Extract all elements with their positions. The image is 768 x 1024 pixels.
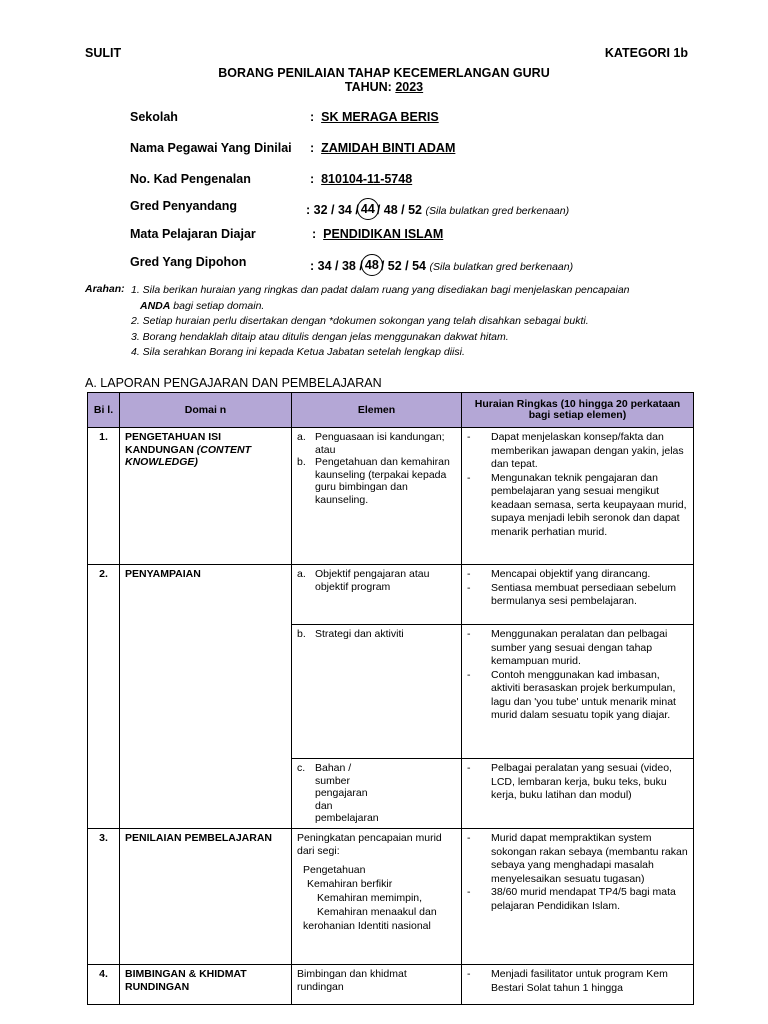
evaluation-table [87, 392, 694, 1005]
circled-grade: 48 [361, 254, 383, 276]
huraian-cell: - Mencapai objektif yang dirancang. - Sentiasa membuat persediaan sebelum bermulanya sesi pembelajaran. [462, 565, 694, 625]
arahan-list [131, 283, 691, 361]
header-elemen: Elemen [292, 393, 462, 428]
field-kad-label: No. Kad Pengenalan [130, 172, 251, 186]
field-nama-value: : ZAMIDAH BINTI ADAM [310, 141, 456, 155]
year-value: 2023 [395, 80, 424, 94]
row-number: 3. [88, 829, 120, 965]
huraian-cell: - Pelbagai peralatan yang sesuai (video, LCD, lembaran kerja, buku teks, buku kerja, buku latihan dan modul) [462, 759, 694, 829]
domain-cell: PENYAMPAIAN [120, 565, 292, 829]
field-mata-pelajaran-value: : PENDIDIKAN ISLAM [312, 227, 444, 241]
elemen-cell: a. Penguasaan isi kandungan; atau b. Pengetahuan dan kemahiran kaunseling (terpakai kepada guru bimbingan dan kaunseling. [292, 428, 462, 565]
elemen-cell: Bimbingan dan khidmat rundingan [292, 965, 462, 1005]
domain-cell: PENGETAHUAN ISI KANDUNGAN (CONTENT KNOWLEDGE) [120, 428, 292, 565]
domain-cell: PENILAIAN PEMBELAJARAN [120, 829, 292, 965]
field-sekolah-label: Sekolah [130, 110, 178, 124]
elemen-cell: Peningkatan pencapaian murid dari segi: Pengetahuan Kemahiran berfikir Kemahiran memimpin, Kemahiran menaakul dan kerohanian Identiti nasional [292, 829, 462, 965]
table-row [88, 829, 694, 965]
header-domain: Domai n [120, 393, 292, 428]
category-label: KATEGORI 1b [604, 46, 688, 60]
form-year: TAHUN: 2023 [344, 80, 424, 94]
huraian-cell: - Menjadi fasilitator untuk program Kem Bestari Solat tahun 1 hingga [462, 965, 694, 1005]
field-mata-pelajaran-label: Mata Pelajaran Diajar [130, 227, 256, 241]
header-huraian: Huraian Ringkas (10 hingga 20 perkataan bagi setiap elemen) [462, 393, 694, 428]
form-title: BORANG PENILAIAN TAHAP KECEMERLANGAN GURU [218, 66, 550, 80]
arahan-item: 4. Sila serahkan Borang ini kepada Ketua Jabatan setelah lengkap diisi. [131, 346, 465, 358]
field-sekolah-value: : SK MERAGA BERIS [310, 110, 439, 124]
field-gred-penyandang-value: : 32 / 34 / 44 / 48 / 52 (Sila bulatkan gred berkenaan) [306, 199, 569, 221]
field-kad-value: : 810104-11-5748 [310, 172, 413, 186]
header-bil: Bi l. [88, 393, 120, 428]
circled-grade: 44 [357, 198, 379, 220]
section-a-heading: A. LAPORAN PENGAJARAN DAN PEMBELAJARAN [85, 376, 382, 390]
table-row [88, 965, 694, 1005]
table-row [88, 565, 694, 625]
classification-label: SULIT [85, 46, 122, 60]
huraian-cell: - Murid dapat mempraktikan system sokongan rakan sebaya (membantu rakan sebaya yang menghadapi masalah menyelesaikan sesuatu tugasan) - 38/60 murid mendapat TP4/5 bagi mata pelajaran Pendidikan Islam. [462, 829, 694, 965]
arahan-item: ANDA bagi setiap domain. [140, 299, 265, 312]
table-row [88, 428, 694, 565]
row-number: 4. [88, 965, 120, 1005]
huraian-cell: - Dapat menjelaskan konsep/fakta dan memberikan jawapan dengan yakin, jelas dan tepat. - Mengunakan teknik pengajaran dan pembelajaran yang sesuai mengikut keadaan semasa, serta keupayaan murid, supaya menjadi lebih seronok dan dapat menarik perhatian murid. [462, 428, 694, 565]
arahan-item: 1. Sila berikan huraian yang ringkas dan padat dalam ruang yang disediakan bagi menjelaskan pencapaian [131, 284, 630, 296]
field-gred-dipohon-value: : 34 / 38 / 48 / 52 / 54 (Sila bulatkan gred berkenaan) [310, 255, 573, 277]
elemen-cell: a. Objektif pengajaran atau objektif program [292, 565, 462, 625]
field-nama-label: Nama Pegawai Yang Dinilai [130, 141, 292, 155]
row-number: 2. [88, 565, 120, 829]
arahan-item: 3. Borang hendaklah ditaip atau ditulis dengan jelas menggunakan dakwat hitam. [131, 330, 509, 343]
huraian-cell: - Menggunakan peralatan dan pelbagai sumber yang sesuai dengan tahap kemampuan murid. - Contoh menggunakan kad imbasan, aktiviti berasaskan projek berkumpulan, lagu dan 'you tube' untuk menarik minat murid dalam sesuatu topik yang diajar. [462, 625, 694, 759]
table-header-row [88, 393, 694, 428]
elemen-cell: b. Strategi dan aktiviti [292, 625, 462, 759]
field-gred-dipohon-label: Gred Yang Dipohon [130, 255, 247, 269]
elemen-cell: c. Bahan / sumber pengajaran dan pembelajaran [292, 759, 462, 829]
row-number: 1. [88, 428, 120, 565]
arahan-item: 2. Setiap huraian perlu disertakan dengan *dokumen sokongan yang telah disahkan sebagai bukti. [131, 315, 589, 327]
field-gred-penyandang-label: Gred Penyandang [130, 199, 237, 213]
domain-cell: BIMBINGAN & KHIDMAT RUNDINGAN [120, 965, 292, 1005]
arahan-label: Arahan: [85, 283, 125, 295]
